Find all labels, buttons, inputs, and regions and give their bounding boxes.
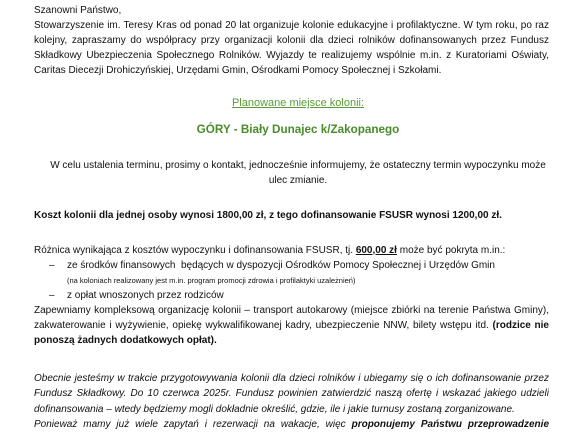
place-name-row bbox=[34, 122, 562, 137]
list-dash: – bbox=[49, 260, 55, 271]
status-line: Obecnie jesteśmy w trakcie przygotowywania kolonii dla dzieci rolników i ubiegamy się o ich dofinansowanie przez bbox=[34, 372, 549, 384]
services-note-start: (rodzice nie bbox=[492, 319, 549, 331]
difference-text-start: Różnica wynikająca z kosztów wypoczynku i dofinansowania FSUSR, tj. bbox=[34, 244, 356, 256]
difference-text-end: może być pokryta m.in.: bbox=[396, 244, 506, 256]
contact-line: ulec zmianie. bbox=[268, 174, 328, 186]
intro-line: Składkowy Ubezpieczenia Społecznego Rolników. Wyjazdy te realizujemy wspólnie m.in. z Kuratoriami Oświaty, bbox=[34, 49, 549, 61]
services-note-end: ponoszą żadnych dodatkowych opłat). bbox=[34, 334, 217, 346]
funding-note: (na koloniach realizowany jest m.in. program promocji zdrowia i profilaktyki uzależnień) bbox=[67, 275, 356, 285]
greeting: Szanowni Państwo, bbox=[34, 5, 122, 16]
place-name: GÓRY - Biały Dunajec k/Zakopanego bbox=[196, 122, 400, 136]
services-line bbox=[34, 318, 549, 333]
intro-line: kolejny, zapraszamy do współpracy przy organizacji kolonii dla dzieci rolników dofinansowanych przez Fundusz bbox=[34, 34, 549, 46]
list-item bbox=[49, 258, 495, 273]
services-line: Zapewniamy kompleksową organizację kolonii – transport autokarowy (miejsce zbiórki na terenie Państwa Gminy), bbox=[34, 304, 549, 316]
place-label-row bbox=[34, 96, 562, 111]
difference-amount: 600,00 zł bbox=[355, 244, 397, 256]
intro-line: Stowarzyszenie im. Teresy Kras od ponad 20 lat organizuje kolonie edukacyjne i profilaktyczne. W tym roku, po raz bbox=[34, 19, 549, 31]
place-label: Planowane miejsce kolonii: bbox=[231, 97, 365, 109]
list-dash: – bbox=[49, 289, 55, 301]
contact-line: W celu ustalenia terminu, prosimy o kontakt, jednocześnie informujemy, że ostateczny termin wypoczynku może bbox=[50, 159, 546, 171]
closing-proposal: proponujemy Państwu przeprowadzenie bbox=[351, 419, 549, 430]
list-item-text: ze środków finansowych będących w dyspozycji Ośrodków Pomocy Społecznej i Urzędów Gmin bbox=[67, 260, 495, 271]
list-item-text: z opłat wnoszonych przez rodziców bbox=[67, 289, 224, 301]
difference-line bbox=[34, 243, 505, 258]
intro-line: Caritas Diecezji Drohiczyńskiej, Urzędami Gmin, Ośrodkami Pomocy Społecznej i Szkołami. bbox=[34, 64, 442, 76]
closing-text: Ponieważ mamy już wiele zapytań i rezerwacji na wakacje, więc bbox=[34, 419, 352, 430]
status-line: dofinansowania – wtedy będziemy mogli dokładnie określić, gdzie, ile i jakie turnusy zostaną zorganizowane. bbox=[34, 403, 515, 415]
list-item bbox=[49, 288, 224, 303]
cost-statement: Koszt kolonii dla jednej osoby wynosi 1800,00 zł, z tego dofinansowanie FSUSR wynosi 1200,00 zł. bbox=[34, 209, 502, 221]
status-line: Fundusz Składkowy. Do 10 czerwca 2025r. Fundusz powinien zatwierdzić naszą ofertę i wskazać jakiego udzieli bbox=[34, 388, 549, 399]
services-text: zakwaterowanie i wyżywienie, opiekę wykwalifikowanej kadry, ubezpieczenie NNW, bilety wstępu itd. bbox=[34, 319, 493, 331]
closing-line bbox=[34, 417, 549, 432]
